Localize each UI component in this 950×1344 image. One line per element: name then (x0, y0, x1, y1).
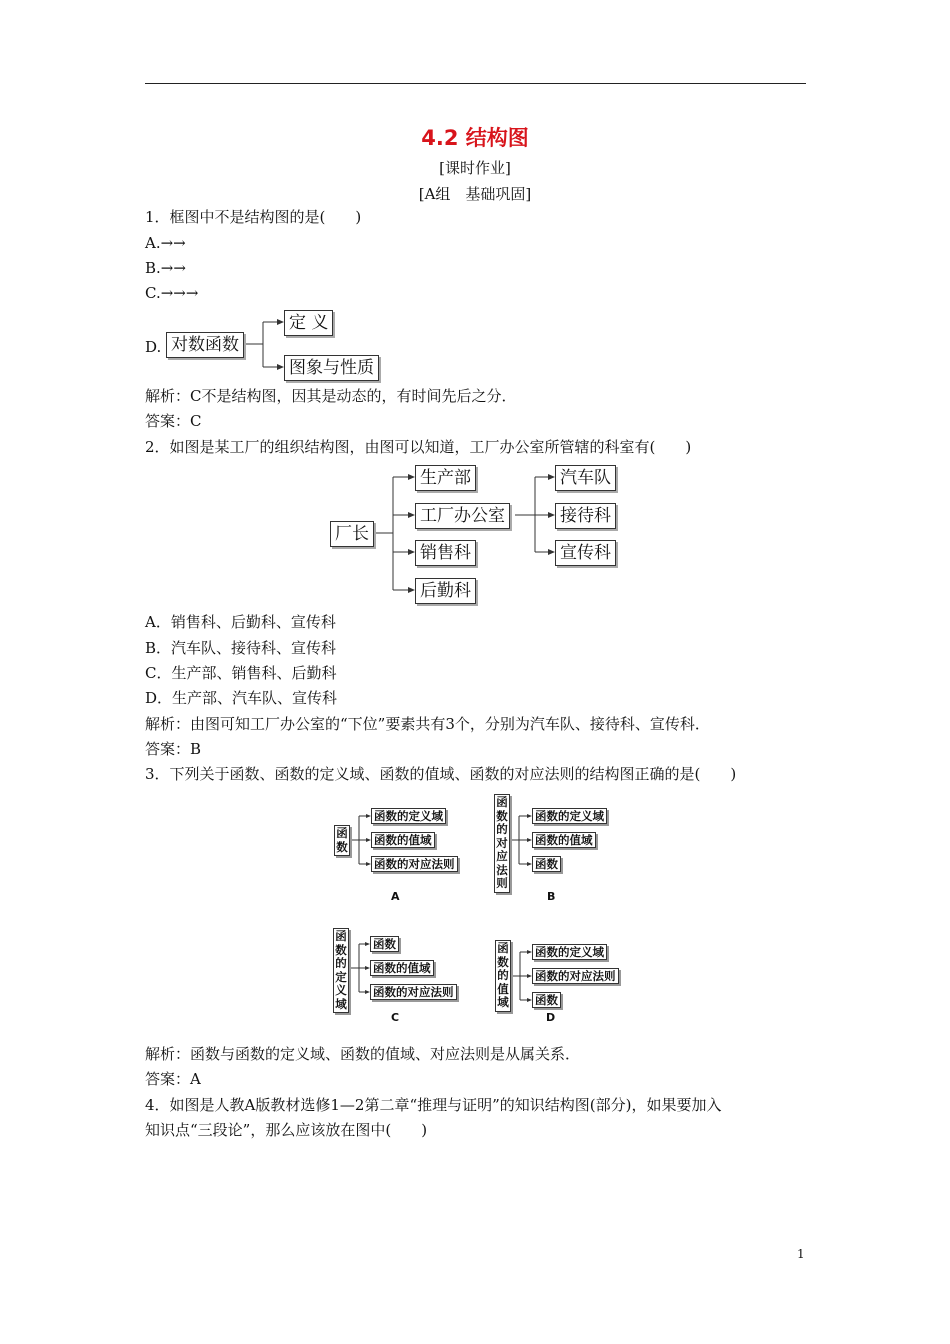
q2-stem: 2．如图是某工厂的组织结构图，由图可以知道，工厂办公室所管辖的科室有( ) (145, 438, 692, 456)
q3-analysis: 解析：函数与函数的定义域、函数的值域、对应法则是从属关系． (145, 1045, 581, 1063)
q1-child-box-definition: 定 义 (284, 310, 333, 336)
q1-root-box: 对数函数 (166, 332, 244, 358)
subtitle: [课时作业] (439, 159, 511, 177)
q3-figA-child: 函数的定义域 (371, 808, 446, 824)
q1-option-c: C.→→→ (145, 284, 199, 302)
q2-option-d: D．生产部、汽车队、宣传科 (145, 689, 338, 707)
q2-level1-box: 销售科 (415, 540, 476, 566)
q2-level1-box: 后勤科 (415, 578, 476, 604)
q4-stem-line2: 知识点“三段论”，那么应该放在图中( ) (145, 1121, 428, 1139)
q3-figC-root: 函数的定义域 (333, 928, 349, 1013)
q3-figB-child: 函数 (532, 856, 561, 872)
q3-figB-root: 函数的对应法则 (494, 794, 510, 893)
q3-figC-child: 函数的对应法则 (370, 984, 457, 1000)
q2-level2-box: 接待科 (555, 503, 616, 529)
q2-analysis: 解析：由图可知工厂办公室的“下位”要素共有3个，分别为汽车队、接待科、宣传科． (145, 715, 710, 733)
q3-figD-label: D (546, 1011, 556, 1024)
q2-level1-box: 工厂办公室 (415, 503, 510, 529)
q3-figC-child: 函数 (370, 936, 399, 952)
q1-option-b: B.→→ (145, 259, 186, 277)
q3-figB-label: B (547, 890, 556, 903)
q3-figB-child: 函数的值域 (532, 832, 596, 848)
q2-root-box: 厂长 (330, 521, 374, 547)
q2-level2-box: 汽车队 (555, 465, 616, 491)
q3-figD-child: 函数的定义域 (532, 944, 607, 960)
q2-level2-box: 宣传科 (555, 540, 616, 566)
q1-answer: 答案：C (145, 412, 202, 430)
q1-option-d-label: D. (145, 338, 162, 356)
q3-figB-child: 函数的定义域 (532, 808, 607, 824)
q2-option-a: A．销售科、后勤科、宣传科 (145, 613, 336, 631)
q3-figA-label: A (391, 890, 400, 903)
q3-figA-root: 函数 (334, 825, 350, 856)
q3-figC-label: C (391, 1011, 400, 1024)
q3-figA-child: 函数的值域 (371, 832, 435, 848)
page-number: 1 (797, 1247, 805, 1261)
q3-answer: 答案：A (145, 1070, 201, 1088)
q1-stem: 1．框图中不是结构图的是( ) (145, 208, 362, 226)
q4-stem-line1: 4．如图是人教A版教材选修1—2第二章“推理与证明”的知识结构图(部分)，如果要加入 (145, 1096, 722, 1114)
q2-option-b: B．汽车队、接待科、宣传科 (145, 639, 337, 657)
page-title: 4.2 结构图 (421, 126, 529, 150)
q3-figD-root: 函数的值域 (495, 940, 511, 1012)
q3-figA-child: 函数的对应法则 (371, 856, 458, 872)
q1-child-box-graph: 图象与性质 (284, 355, 379, 381)
q3-figD-child: 函数 (532, 992, 561, 1008)
group-heading: [A组 基础巩固] (418, 185, 532, 203)
q3-stem: 3．下列关于函数、函数的定义域、函数的值域、函数的对应法则的结构图正确的是( ) (145, 765, 737, 783)
q1-analysis: 解析：C不是结构图，因其是动态的，有时间先后之分． (145, 387, 517, 405)
q2-level1-box: 生产部 (415, 465, 476, 491)
q1-option-a: A.→→ (145, 234, 186, 252)
q2-option-c: C．生产部、销售科、后勤科 (145, 664, 337, 682)
q3-figD-child: 函数的对应法则 (532, 968, 619, 984)
q3-figC-child: 函数的值域 (370, 960, 434, 976)
q2-answer: 答案：B (145, 740, 202, 758)
